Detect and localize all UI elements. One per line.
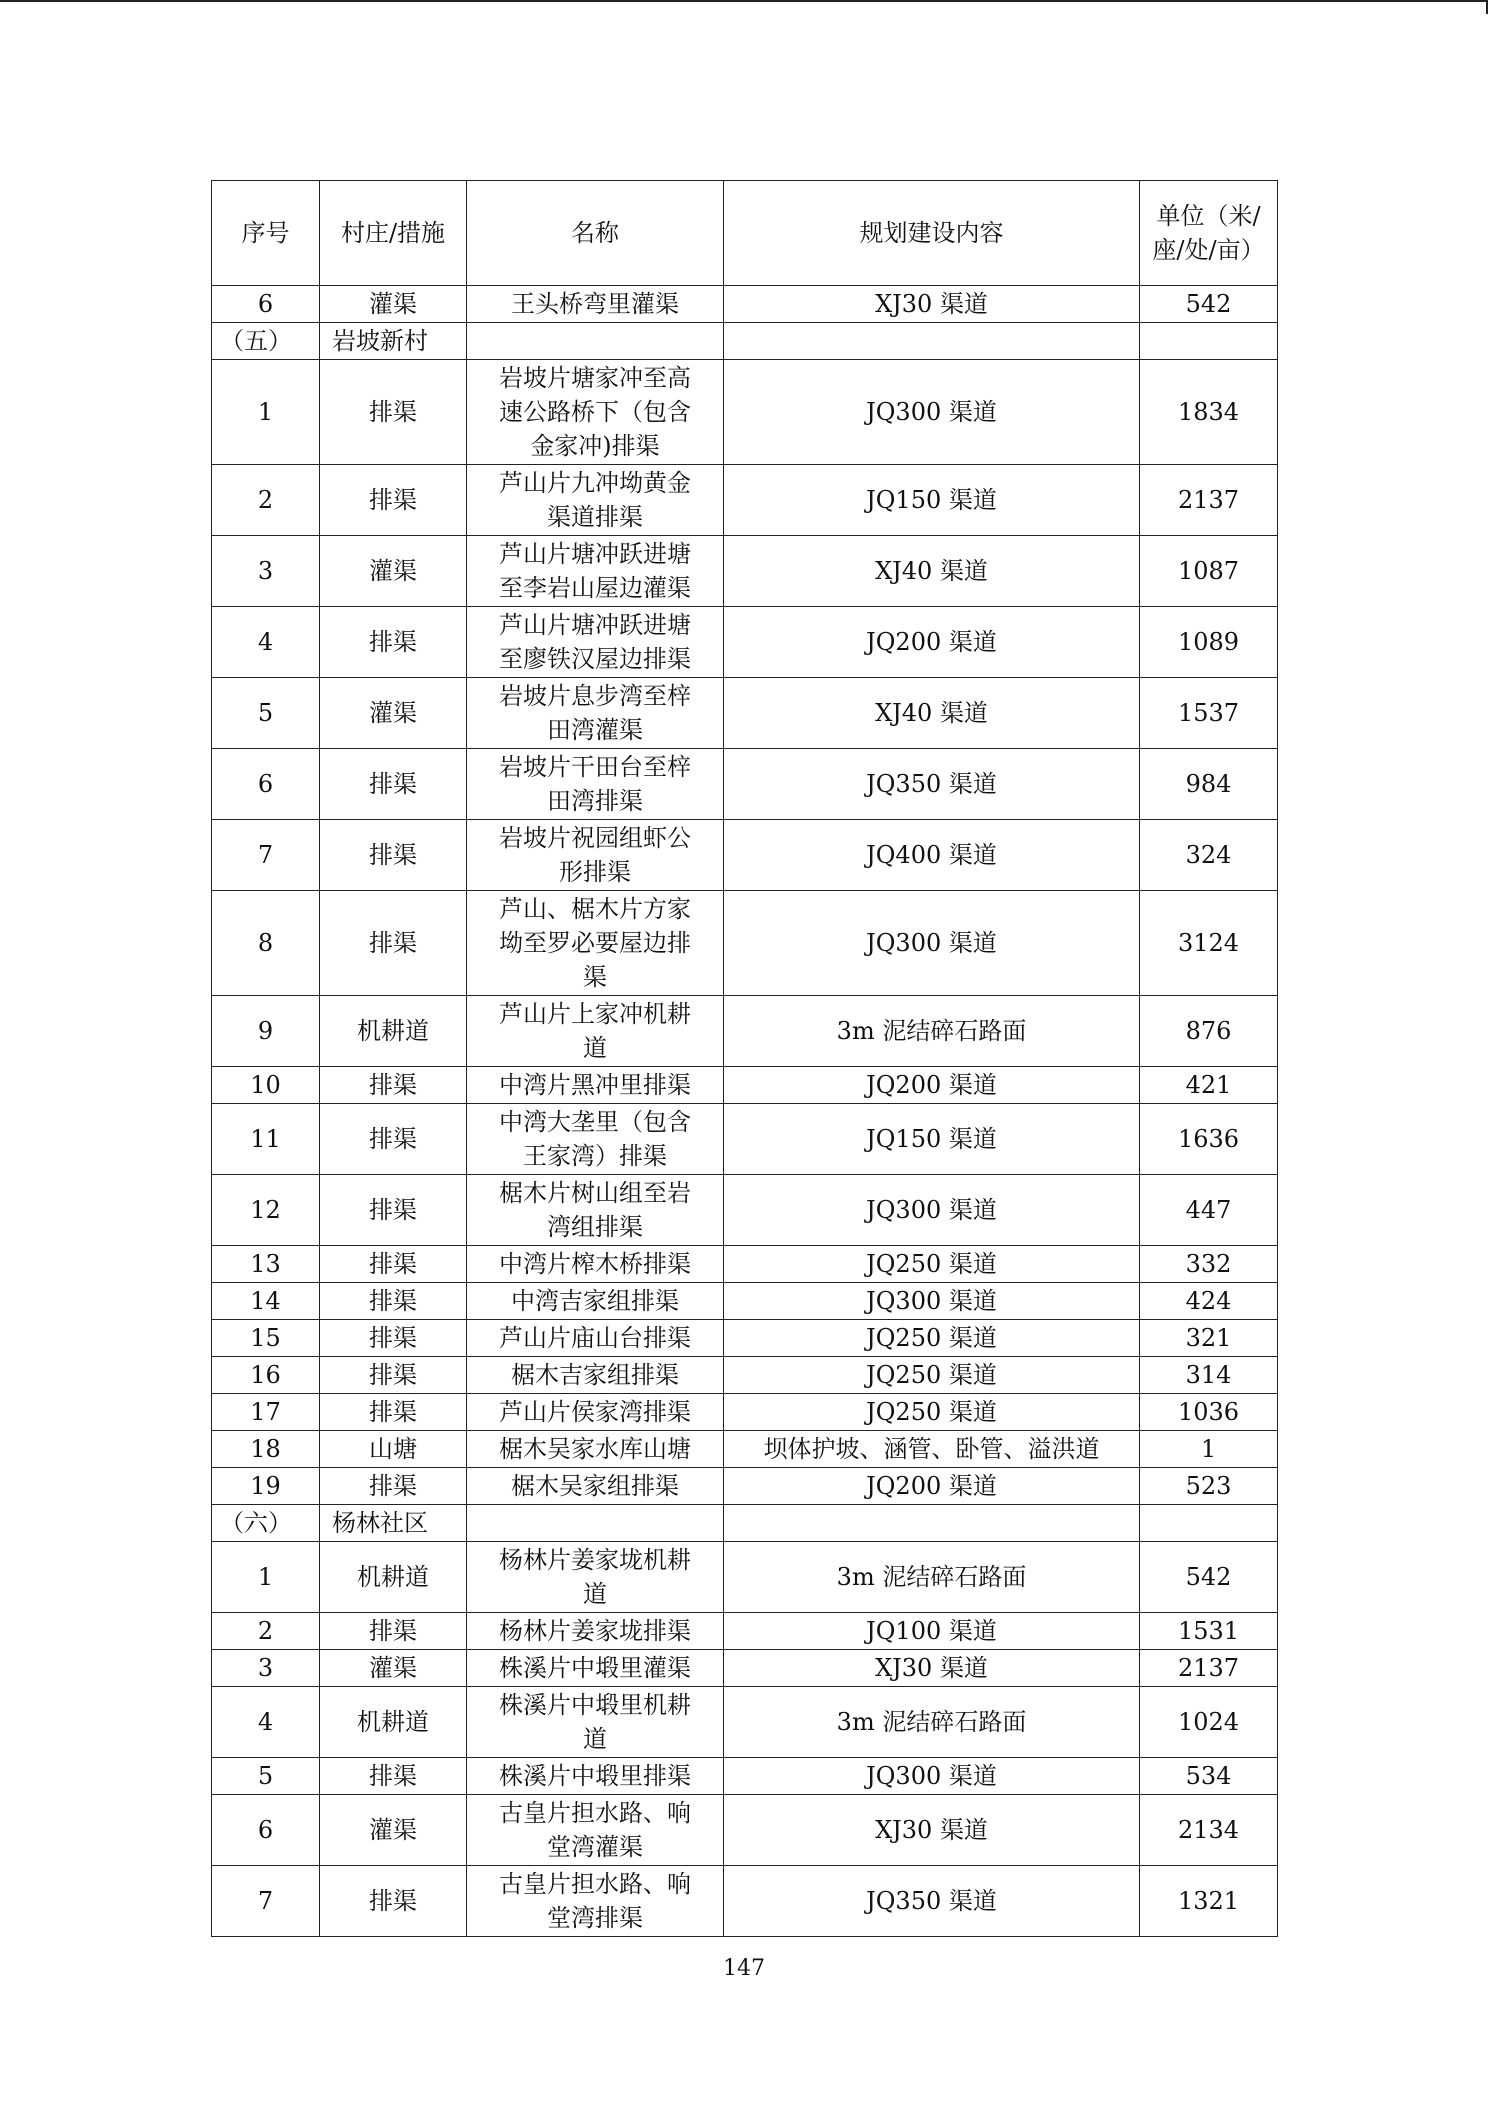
cell-seq: 1 — [212, 1542, 320, 1613]
cell-quantity: 332 — [1140, 1246, 1278, 1283]
cell-seq: 6 — [212, 1795, 320, 1866]
cell-seq: 12 — [212, 1175, 320, 1246]
page-number: 147 — [723, 1956, 765, 1981]
cell-type: 杨林社区 — [320, 1505, 467, 1542]
table-row — [212, 1468, 1278, 1505]
cell-name: 岩坡片干田台至梓田湾排渠 — [467, 749, 724, 820]
cell-seq: 6 — [212, 286, 320, 323]
cell-seq: （六） — [212, 1505, 320, 1542]
cell-seq: 4 — [212, 607, 320, 678]
cell-name: 芦山片庙山台排渠 — [467, 1320, 724, 1357]
table-row — [212, 1104, 1278, 1175]
cell-content: 3m 泥结碎石路面 — [724, 996, 1140, 1067]
cell-quantity: 324 — [1140, 820, 1278, 891]
table-row — [212, 891, 1278, 996]
cell-content: JQ200 渠道 — [724, 1067, 1140, 1104]
cell-quantity: 3124 — [1140, 891, 1278, 996]
cell-type: 机耕道 — [320, 996, 467, 1067]
cell-content: JQ250 渠道 — [724, 1394, 1140, 1431]
header-seq: 序号 — [212, 181, 320, 286]
cell-content: JQ150 渠道 — [724, 465, 1140, 536]
cell-content: JQ250 渠道 — [724, 1320, 1140, 1357]
cell-name: 椐木吴家组排渠 — [467, 1468, 724, 1505]
cell-quantity: 314 — [1140, 1357, 1278, 1394]
cell-content: XJ30 渠道 — [724, 286, 1140, 323]
cell-type: 排渠 — [320, 1067, 467, 1104]
cell-content: JQ300 渠道 — [724, 1175, 1140, 1246]
cell-quantity: 1089 — [1140, 607, 1278, 678]
cell-content: XJ30 渠道 — [724, 1650, 1140, 1687]
cell-name: 芦山片上家冲机耕道 — [467, 996, 724, 1067]
cell-content: JQ350 渠道 — [724, 749, 1140, 820]
cell-name: 芦山、椐木片方家坳至罗必要屋边排渠 — [467, 891, 724, 996]
cell-name: 古皇片担水路、响堂湾灌渠 — [467, 1795, 724, 1866]
cell-content: JQ250 渠道 — [724, 1246, 1140, 1283]
cell-seq: 19 — [212, 1468, 320, 1505]
cell-name: 杨林片姜家垅排渠 — [467, 1613, 724, 1650]
cell-quantity: 424 — [1140, 1283, 1278, 1320]
section-row — [212, 1505, 1278, 1542]
cell-content — [724, 323, 1140, 360]
header-content: 规划建设内容 — [724, 181, 1140, 286]
cell-content: JQ300 渠道 — [724, 891, 1140, 996]
cell-seq: 7 — [212, 1866, 320, 1937]
cell-quantity: 2134 — [1140, 1795, 1278, 1866]
cell-seq: 16 — [212, 1357, 320, 1394]
cell-quantity: 534 — [1140, 1758, 1278, 1795]
cell-content: JQ300 渠道 — [724, 1758, 1140, 1795]
cell-seq: 3 — [212, 1650, 320, 1687]
header-name: 名称 — [467, 181, 724, 286]
cell-name: 中湾大垄里（包含王家湾）排渠 — [467, 1104, 724, 1175]
section-row — [212, 323, 1278, 360]
cell-type: 机耕道 — [320, 1687, 467, 1758]
cell-type: 山塘 — [320, 1431, 467, 1468]
cell-type: 灌渠 — [320, 286, 467, 323]
planning-table — [211, 180, 1278, 1937]
table-row — [212, 360, 1278, 465]
cell-seq: 6 — [212, 749, 320, 820]
cell-type: 灌渠 — [320, 678, 467, 749]
cell-quantity: 1 — [1140, 1431, 1278, 1468]
cell-seq: 15 — [212, 1320, 320, 1357]
cell-seq: 13 — [212, 1246, 320, 1283]
cell-quantity: 321 — [1140, 1320, 1278, 1357]
cell-seq: 7 — [212, 820, 320, 891]
table-row — [212, 1795, 1278, 1866]
table-row — [212, 1067, 1278, 1104]
cell-name: 中湾片黑冲里排渠 — [467, 1067, 724, 1104]
table-row — [212, 996, 1278, 1067]
cell-name: 株溪片中塅里灌渠 — [467, 1650, 724, 1687]
table-row — [212, 286, 1278, 323]
cell-name — [467, 323, 724, 360]
cell-type: 排渠 — [320, 465, 467, 536]
cell-type: 排渠 — [320, 1468, 467, 1505]
table-row — [212, 1175, 1278, 1246]
cell-type: 灌渠 — [320, 1650, 467, 1687]
cell-type: 灌渠 — [320, 1795, 467, 1866]
cell-quantity: 1087 — [1140, 536, 1278, 607]
table-row — [212, 1394, 1278, 1431]
cell-type: 排渠 — [320, 749, 467, 820]
header-unit: 单位（米/座/处/亩） — [1140, 181, 1278, 286]
cell-content: JQ200 渠道 — [724, 607, 1140, 678]
cell-seq: 2 — [212, 465, 320, 536]
cell-type: 机耕道 — [320, 1542, 467, 1613]
cell-type: 排渠 — [320, 1357, 467, 1394]
cell-quantity: 1036 — [1140, 1394, 1278, 1431]
cell-quantity: 542 — [1140, 286, 1278, 323]
cell-name: 岩坡片祝园组虾公形排渠 — [467, 820, 724, 891]
table-row — [212, 1866, 1278, 1937]
cell-name: 芦山片侯家湾排渠 — [467, 1394, 724, 1431]
cell-content: XJ40 渠道 — [724, 678, 1140, 749]
cell-content: JQ400 渠道 — [724, 820, 1140, 891]
cell-seq: 5 — [212, 678, 320, 749]
cell-seq: 10 — [212, 1067, 320, 1104]
page-top-border — [0, 0, 1488, 2]
cell-type: 排渠 — [320, 1320, 467, 1357]
cell-quantity: 1834 — [1140, 360, 1278, 465]
cell-seq: 14 — [212, 1283, 320, 1320]
cell-content: XJ40 渠道 — [724, 536, 1140, 607]
cell-seq: 18 — [212, 1431, 320, 1468]
cell-quantity: 2137 — [1140, 1650, 1278, 1687]
cell-quantity: 1636 — [1140, 1104, 1278, 1175]
cell-content: 3m 泥结碎石路面 — [724, 1687, 1140, 1758]
cell-seq: 11 — [212, 1104, 320, 1175]
cell-content: XJ30 渠道 — [724, 1795, 1140, 1866]
table-row — [212, 607, 1278, 678]
cell-content: JQ350 渠道 — [724, 1866, 1140, 1937]
cell-name: 中湾吉家组排渠 — [467, 1283, 724, 1320]
cell-name: 岩坡片息步湾至梓田湾灌渠 — [467, 678, 724, 749]
table-row — [212, 820, 1278, 891]
table-row — [212, 678, 1278, 749]
table-row — [212, 1542, 1278, 1613]
cell-name — [467, 1505, 724, 1542]
cell-type: 排渠 — [320, 607, 467, 678]
cell-quantity: 984 — [1140, 749, 1278, 820]
cell-name: 芦山片九冲坳黄金渠道排渠 — [467, 465, 724, 536]
cell-quantity: 876 — [1140, 996, 1278, 1067]
cell-seq: 5 — [212, 1758, 320, 1795]
cell-name: 芦山片塘冲跃进塘至廖铁汉屋边排渠 — [467, 607, 724, 678]
cell-quantity: 447 — [1140, 1175, 1278, 1246]
cell-content: JQ100 渠道 — [724, 1613, 1140, 1650]
cell-name: 王头桥弯里灌渠 — [467, 286, 724, 323]
cell-type: 排渠 — [320, 1613, 467, 1650]
cell-content: JQ300 渠道 — [724, 360, 1140, 465]
cell-name: 椐木吉家组排渠 — [467, 1357, 724, 1394]
table-row — [212, 1650, 1278, 1687]
table-row — [212, 465, 1278, 536]
table-row — [212, 536, 1278, 607]
table-row — [212, 1613, 1278, 1650]
cell-name: 中湾片榨木桥排渠 — [467, 1246, 724, 1283]
cell-type: 排渠 — [320, 1283, 467, 1320]
cell-type: 排渠 — [320, 891, 467, 996]
cell-name: 芦山片塘冲跃进塘至李岩山屋边灌渠 — [467, 536, 724, 607]
cell-quantity: 1537 — [1140, 678, 1278, 749]
cell-quantity — [1140, 1505, 1278, 1542]
cell-content: 坝体护坡、涵管、卧管、溢洪道 — [724, 1431, 1140, 1468]
cell-type: 排渠 — [320, 1394, 467, 1431]
cell-seq: 1 — [212, 360, 320, 465]
cell-type: 排渠 — [320, 1175, 467, 1246]
header-village: 村庄/措施 — [320, 181, 467, 286]
cell-type: 排渠 — [320, 1246, 467, 1283]
cell-type: 岩坡新村 — [320, 323, 467, 360]
cell-quantity: 421 — [1140, 1067, 1278, 1104]
cell-type: 排渠 — [320, 360, 467, 465]
cell-content: JQ150 渠道 — [724, 1104, 1140, 1175]
cell-quantity: 1321 — [1140, 1866, 1278, 1937]
cell-name: 岩坡片塘家冲至高速公路桥下（包含金家冲)排渠 — [467, 360, 724, 465]
cell-content: 3m 泥结碎石路面 — [724, 1542, 1140, 1613]
cell-type: 排渠 — [320, 1104, 467, 1175]
cell-seq: 9 — [212, 996, 320, 1067]
cell-type: 排渠 — [320, 1758, 467, 1795]
cell-seq: 17 — [212, 1394, 320, 1431]
cell-name: 株溪片中塅里排渠 — [467, 1758, 724, 1795]
cell-quantity: 523 — [1140, 1468, 1278, 1505]
table-header-row — [212, 181, 1278, 286]
table-row — [212, 1320, 1278, 1357]
table-row — [212, 1357, 1278, 1394]
cell-seq: （五） — [212, 323, 320, 360]
cell-quantity — [1140, 323, 1278, 360]
cell-type: 灌渠 — [320, 536, 467, 607]
cell-name: 古皇片担水路、响堂湾排渠 — [467, 1866, 724, 1937]
cell-content: JQ300 渠道 — [724, 1283, 1140, 1320]
table-row — [212, 1687, 1278, 1758]
cell-content: JQ250 渠道 — [724, 1357, 1140, 1394]
cell-quantity: 1531 — [1140, 1613, 1278, 1650]
table-row — [212, 1246, 1278, 1283]
cell-seq: 3 — [212, 536, 320, 607]
cell-name: 椐木片树山组至岩湾组排渠 — [467, 1175, 724, 1246]
cell-name: 椐木吴家水库山塘 — [467, 1431, 724, 1468]
cell-quantity: 542 — [1140, 1542, 1278, 1613]
cell-quantity: 1024 — [1140, 1687, 1278, 1758]
cell-quantity: 2137 — [1140, 465, 1278, 536]
table-row — [212, 749, 1278, 820]
cell-seq: 2 — [212, 1613, 320, 1650]
cell-content — [724, 1505, 1140, 1542]
cell-type: 排渠 — [320, 820, 467, 891]
cell-seq: 8 — [212, 891, 320, 996]
table-row — [212, 1431, 1278, 1468]
cell-type: 排渠 — [320, 1866, 467, 1937]
cell-name: 株溪片中塅里机耕道 — [467, 1687, 724, 1758]
table-row — [212, 1758, 1278, 1795]
table-body — [212, 286, 1278, 1937]
table-row — [212, 1283, 1278, 1320]
cell-seq: 4 — [212, 1687, 320, 1758]
cell-name: 杨林片姜家垅机耕道 — [467, 1542, 724, 1613]
cell-content: JQ200 渠道 — [724, 1468, 1140, 1505]
